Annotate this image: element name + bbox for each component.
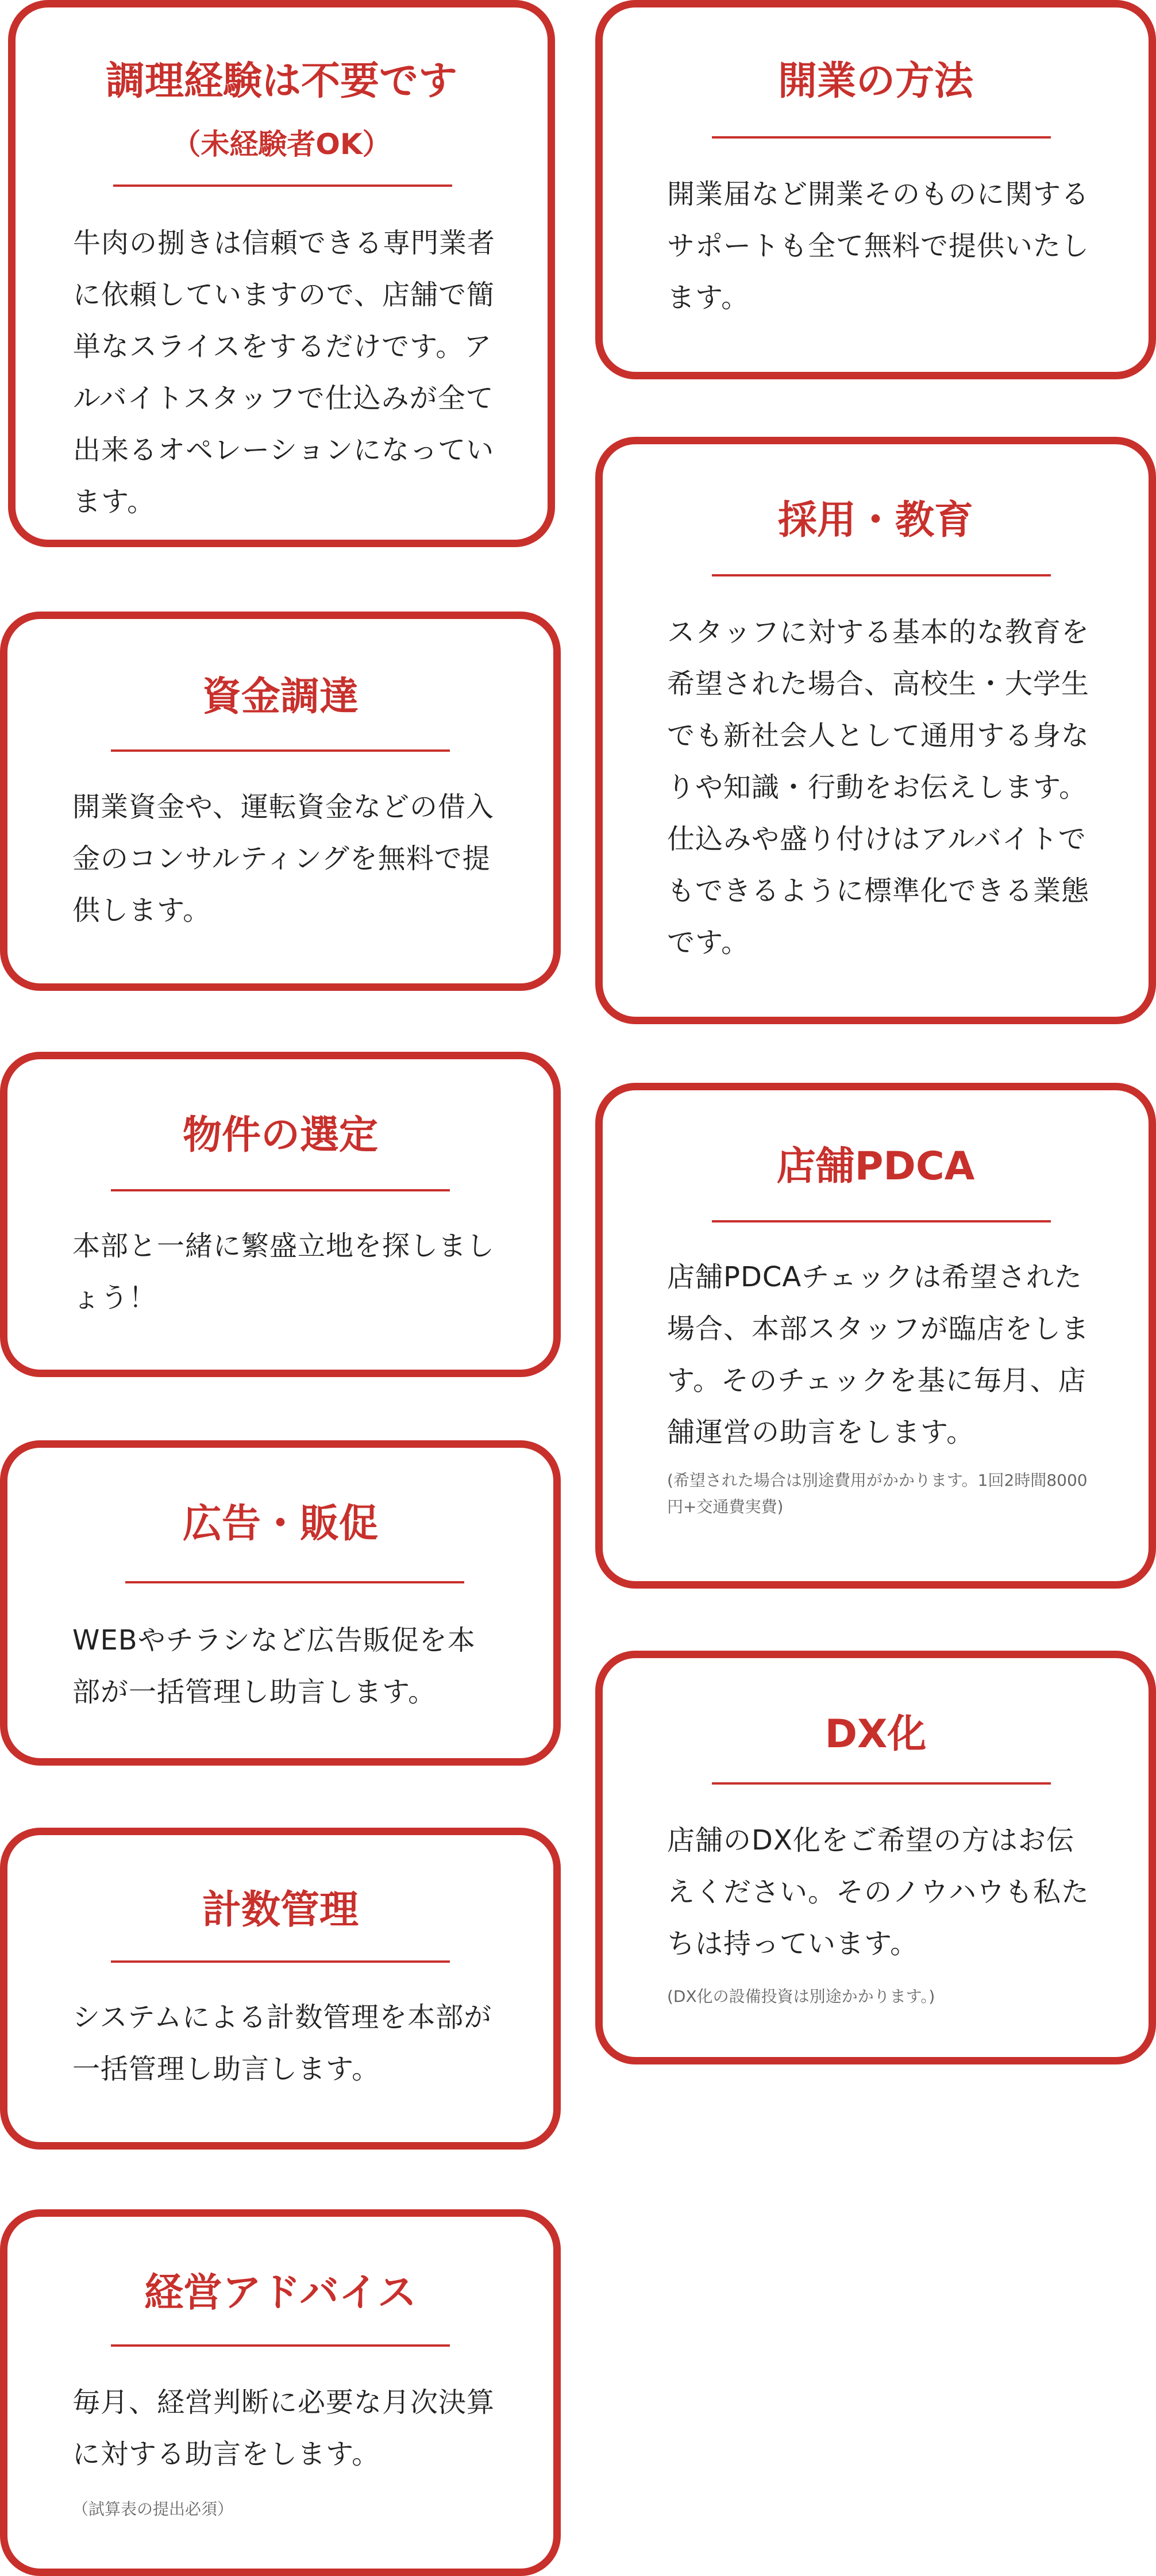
- title-divider: [111, 1960, 450, 1963]
- card-body: スタッフに対する基本的な教育を希望された場合、高校生・大学生でも新社会人として通用する身なりや知識・行動をお伝えします。仕込みや盛り付けはアルバイトでもできるように標準化できる業態です。: [667, 616, 1090, 959]
- title-divider: [712, 574, 1051, 576]
- title-divider: [712, 136, 1051, 139]
- title-divider: [712, 1782, 1051, 1785]
- title-divider: [712, 1220, 1051, 1222]
- card-body: 本部と一緒に繁盛立地を探しましょう！: [72, 1230, 495, 1314]
- title-divider: [111, 2344, 450, 2347]
- card-note: (DX化の設備投資は別途かかります。): [667, 1987, 935, 2006]
- card-body: 毎月、経営判断に必要な月次決算に対する助言をします。: [72, 2386, 495, 2470]
- card-title: 経営アドバイス: [144, 2270, 417, 2316]
- card-title: 店舗PDCA: [776, 1144, 975, 1189]
- card-body: 店舗PDCAチェックは希望された場合、本部スタッフが臨店をします。そのチェックを基に毎月、店舗運営の助言をします。: [667, 1261, 1090, 1448]
- card-title: 開業の方法: [777, 59, 973, 104]
- card-no-cooking-experience: [8, 0, 555, 547]
- card-numbers-management: [0, 1828, 561, 2150]
- card-subtitle: （未経験者OK）: [172, 128, 391, 161]
- card-hiring-training: [595, 437, 1156, 1024]
- card-body: WEBやチラシなど広告販促を本部が一括管理し助言します。: [72, 1624, 476, 1708]
- card-body: 開業届など開業そのものに関するサポートも全て無料で提供いたします。: [667, 178, 1090, 314]
- card-body: 牛肉の捌きは信頼できる専門業者に依頼していますので、店舗で簡単なスライスをするだけです。アルバイトスタッフで仕込みが全て出来るオペレーションになっています。: [73, 227, 496, 518]
- card-store-pdca: [595, 1083, 1156, 1589]
- card-dx: [595, 1651, 1156, 2064]
- title-divider: [111, 749, 450, 752]
- card-body: 店舗のDX化をご希望の方はお伝えください。そのノウハウも私たちは持っています。: [667, 1824, 1090, 1960]
- card-title: 採用・教育: [777, 498, 973, 543]
- card-body: システムによる計数管理を本部が一括管理し助言します。: [72, 2001, 492, 2085]
- title-divider: [125, 1581, 464, 1583]
- title-divider: [113, 184, 452, 187]
- card-advertising: [0, 1440, 561, 1766]
- card-funding: [0, 612, 561, 991]
- card-title: 調理経験は不要です: [105, 59, 457, 104]
- title-divider: [111, 1189, 450, 1191]
- card-title: DX化: [824, 1712, 927, 1757]
- card-management-advice: [0, 2209, 561, 2576]
- card-title: 広告・販促: [182, 1501, 378, 1547]
- card-note: （試算表の提出必須）: [72, 2500, 234, 2519]
- card-opening-method: [595, 0, 1156, 379]
- card-title: 計数管理: [202, 1887, 359, 1933]
- card-title: 物件の選定: [182, 1113, 378, 1158]
- card-property-selection: [0, 1052, 561, 1377]
- card-title: 資金調達: [202, 674, 359, 720]
- card-body: 開業資金や、運転資金などの借入金のコンサルティングを無料で提供します。: [72, 791, 495, 926]
- card-note: (希望された場合は別途費用がかかります。1回2時間8000円+交通費実費): [667, 1471, 1088, 1516]
